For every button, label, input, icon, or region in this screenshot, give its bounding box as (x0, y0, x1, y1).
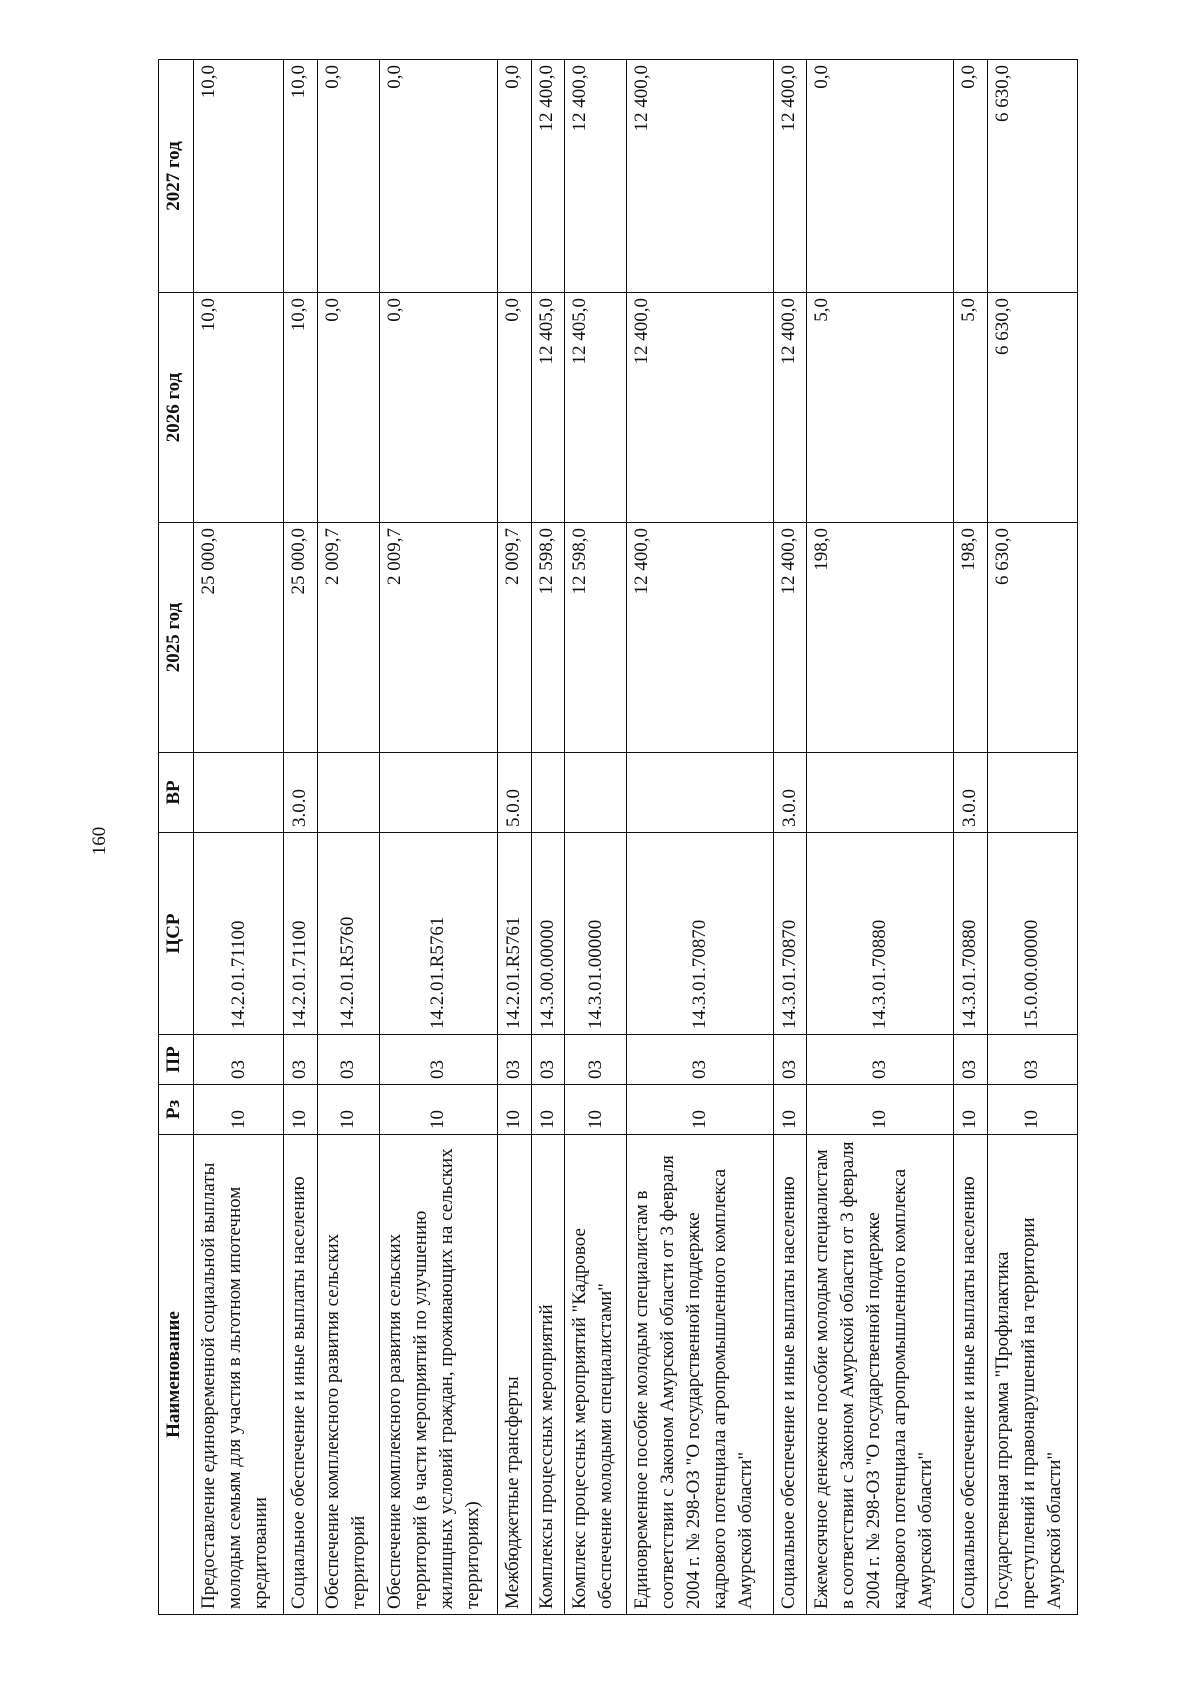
row-2026: 12 400,0 (627, 293, 774, 523)
row-vr (379, 753, 497, 833)
row-rz: 10 (379, 1085, 497, 1135)
row-pr: 03 (773, 1035, 807, 1085)
row-csr: 14.2.01.71100 (284, 833, 318, 1035)
row-2027: 6 630,0 (987, 60, 1077, 293)
row-2027: 0,0 (807, 60, 954, 293)
row-2025: 198,0 (954, 523, 988, 753)
row-pr: 03 (954, 1035, 988, 1085)
row-csr: 14.3.01.70880 (807, 833, 954, 1035)
table-row (565, 60, 627, 1615)
row-2026: 10,0 (284, 293, 318, 523)
row-rz: 10 (531, 1085, 565, 1135)
row-name: Социальное обеспечение и иные выплаты населению (954, 1135, 988, 1615)
row-vr: 3.0.0 (284, 753, 318, 833)
row-2025: 25 000,0 (284, 523, 318, 753)
row-2026: 0,0 (317, 293, 379, 523)
row-pr: 03 (194, 1035, 284, 1085)
row-2025: 12 400,0 (627, 523, 774, 753)
row-2025: 12 400,0 (773, 523, 807, 753)
row-pr: 03 (317, 1035, 379, 1085)
row-2027: 0,0 (379, 60, 497, 293)
row-2025: 6 630,0 (987, 523, 1077, 753)
row-2026: 5,0 (954, 293, 988, 523)
row-pr: 03 (565, 1035, 627, 1085)
row-2026: 0,0 (498, 293, 532, 523)
table-row (987, 60, 1077, 1615)
table-row (379, 60, 497, 1615)
row-pr: 03 (498, 1035, 532, 1085)
table-row (194, 60, 284, 1615)
row-2027: 12 400,0 (565, 60, 627, 293)
row-name: Комплексы процессных мероприятий (531, 1135, 565, 1615)
row-csr: 14.3.01.70880 (954, 833, 988, 1035)
table-row (773, 60, 807, 1615)
row-rz: 10 (627, 1085, 774, 1135)
budget-table (158, 59, 1078, 1615)
row-pr: 03 (531, 1035, 565, 1085)
row-2026: 12 405,0 (565, 293, 627, 523)
row-2026: 6 630,0 (987, 293, 1077, 523)
table-row (954, 60, 988, 1615)
row-name: Комплекс процессных мероприятий "Кадровое обеспечение молодыми специалистами" (565, 1135, 627, 1615)
row-vr (627, 753, 774, 833)
row-rz: 10 (987, 1085, 1077, 1135)
table-header-row (159, 60, 194, 1615)
table-row (498, 60, 532, 1615)
row-2025: 25 000,0 (194, 523, 284, 753)
row-2025: 12 598,0 (565, 523, 627, 753)
row-2026: 12 400,0 (773, 293, 807, 523)
table-row (807, 60, 954, 1615)
row-csr: 14.2.01.71100 (194, 833, 284, 1035)
row-name: Социальное обеспечение и иные выплаты населению (773, 1135, 807, 1615)
row-vr: 3.0.0 (773, 753, 807, 833)
row-csr: 15.0.00.00000 (987, 833, 1077, 1035)
row-name: Единовременное пособие молодым специалистам в соответствии с Законом Амурской области от 3 февраля 2004 г. № 298-ОЗ "О государственной поддержке кадрового потенциала агропромышленного комплекса Амурской области" (627, 1135, 774, 1615)
row-2025: 2 009,7 (498, 523, 532, 753)
row-vr: 3.0.0 (954, 753, 988, 833)
header-vr: ВР (159, 753, 194, 833)
row-rz: 10 (194, 1085, 284, 1135)
row-2027: 12 400,0 (531, 60, 565, 293)
row-2027: 10,0 (284, 60, 318, 293)
row-vr (317, 753, 379, 833)
page-number: 160 (89, 826, 110, 856)
header-rz: Рз (159, 1085, 194, 1135)
row-rz: 10 (773, 1085, 807, 1135)
row-2025: 2 009,7 (379, 523, 497, 753)
row-2025: 12 598,0 (531, 523, 565, 753)
row-name: Предоставление единовременной социальной выплаты молодым семьям для участия в льготном ипотечном кредитовании (194, 1135, 284, 1615)
row-2027: 12 400,0 (773, 60, 807, 293)
row-2027: 12 400,0 (627, 60, 774, 293)
row-2027: 0,0 (498, 60, 532, 293)
row-pr: 03 (627, 1035, 774, 1085)
row-2026: 10,0 (194, 293, 284, 523)
row-vr: 5.0.0 (498, 753, 532, 833)
rotated-table-container (158, 60, 1078, 1615)
row-csr: 14.2.01.R5761 (379, 833, 497, 1035)
row-name: Социальное обеспечение и иные выплаты населению (284, 1135, 318, 1615)
header-2025: 2025 год (159, 523, 194, 753)
header-pr: ПР (159, 1035, 194, 1085)
table-row (284, 60, 318, 1615)
row-2025: 2 009,7 (317, 523, 379, 753)
row-csr: 14.2.01.R5760 (317, 833, 379, 1035)
row-2027: 0,0 (317, 60, 379, 293)
table-row (627, 60, 774, 1615)
row-pr: 03 (379, 1035, 497, 1085)
row-vr (987, 753, 1077, 833)
row-name: Обеспечение комплексного развития сельских территорий (317, 1135, 379, 1615)
row-pr: 03 (284, 1035, 318, 1085)
row-name: Обеспечение комплексного развития сельских территорий (в части мероприятий по улучшению жилищных условий граждан, проживающих на сельских территориях) (379, 1135, 497, 1615)
row-csr: 14.3.01.00000 (565, 833, 627, 1035)
row-vr (531, 753, 565, 833)
header-csr: ЦСР (159, 833, 194, 1035)
row-name: Ежемесячное денежное пособие молодым специалистам в соответствии с Законом Амурской области от 3 февраля 2004 г. № 298-ОЗ "О государственной поддержке кадрового потенциала агропромышленного комплекса Амурской области" (807, 1135, 954, 1615)
table-row (531, 60, 565, 1615)
row-csr: 14.2.01.R5761 (498, 833, 532, 1035)
row-name: Межбюджетные трансферты (498, 1135, 532, 1615)
table-row (317, 60, 379, 1615)
row-rz: 10 (284, 1085, 318, 1135)
row-2027: 0,0 (954, 60, 988, 293)
row-2026: 12 405,0 (531, 293, 565, 523)
row-pr: 03 (987, 1035, 1077, 1085)
row-rz: 10 (565, 1085, 627, 1135)
row-2026: 0,0 (379, 293, 497, 523)
row-rz: 10 (317, 1085, 379, 1135)
header-name: Наименование (159, 1135, 194, 1615)
row-rz: 10 (498, 1085, 532, 1135)
row-2026: 5,0 (807, 293, 954, 523)
row-csr: 14.3.00.00000 (531, 833, 565, 1035)
header-2027: 2027 год (159, 60, 194, 293)
row-vr (194, 753, 284, 833)
row-pr: 03 (807, 1035, 954, 1085)
row-rz: 10 (807, 1085, 954, 1135)
row-name: Государственная программа "Профилактика преступлений и правонарушений на территории Амурской области" (987, 1135, 1077, 1615)
row-rz: 10 (954, 1085, 988, 1135)
header-2026: 2026 год (159, 293, 194, 523)
row-2025: 198,0 (807, 523, 954, 753)
row-2027: 10,0 (194, 60, 284, 293)
row-csr: 14.3.01.70870 (627, 833, 774, 1035)
row-vr (565, 753, 627, 833)
row-csr: 14.3.01.70870 (773, 833, 807, 1035)
row-vr (807, 753, 954, 833)
